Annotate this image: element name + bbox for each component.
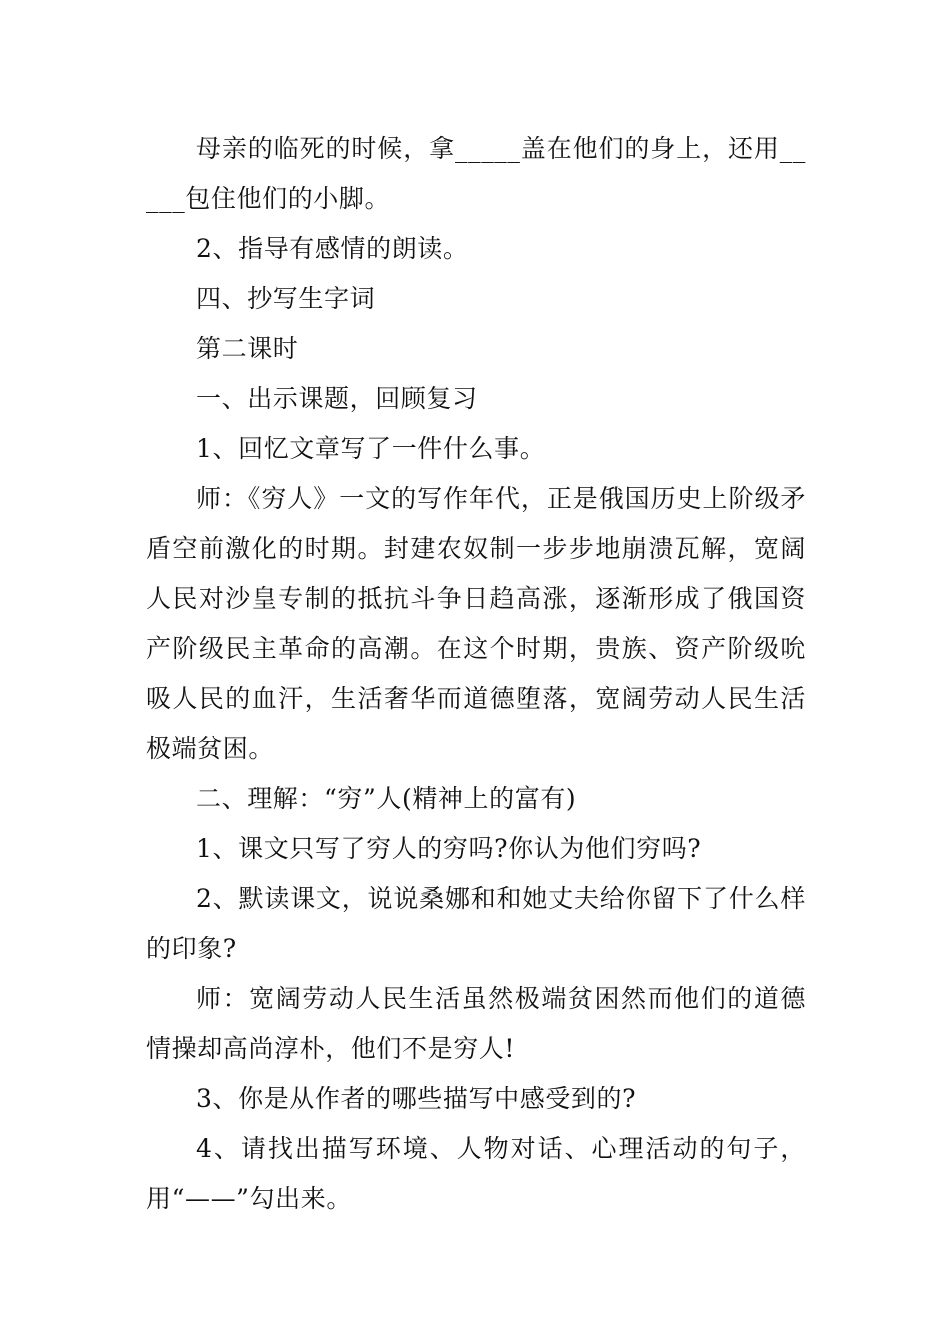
paragraph-reading-guide: 2、指导有感情的朗读。	[196, 234, 469, 263]
paragraph-question-4: 4、请找出描写环境、人物对话、心理活动的句子，用“——”勾出来。	[146, 1134, 806, 1213]
paragraph-question-2: 2、默读课文，说说桑娜和和她丈夫给你留下了什么样的印象?	[146, 884, 806, 963]
heading-understanding: 二、理解：“穷”人(精神上的富有)	[196, 784, 577, 813]
paragraph-question-3: 3、你是从作者的哪些描写中感受到的?	[196, 1084, 637, 1113]
paragraph-teacher-conclusion: 师：宽阔劳动人民生活虽然极端贫困然而他们的道德情操却高尚淳朴，他们不是穷人!	[146, 984, 806, 1063]
heading-review: 一、出示课题，回顾复习	[196, 384, 478, 413]
heading-second-lesson: 第二课时	[196, 334, 299, 363]
paragraph-mother-blanks: 母亲的临死的时候，拿_____盖在他们的身上，还用_____包住他们的小脚。	[146, 134, 806, 213]
paragraph-question-1: 1、课文只写了穷人的穷吗?你认为他们穷吗?	[196, 834, 702, 863]
paragraph-recall-question: 1、回忆文章写了一件什么事。	[196, 434, 546, 463]
document-body	[146, 124, 806, 1224]
paragraph-teacher-background: 师：《穷人》一文的写作年代，正是俄国历史上阶级矛盾空前激化的时期。封建农奴制一步步地崩溃瓦解，宽阔人民对沙皇专制的抵抗斗争日趋高涨，逐渐形成了俄国资产阶级民主革命的高潮。在这个时期，贵族、资产阶级吮吸人民的血汗，生活奢华而道德堕落，宽阔劳动人民生活极端贫困。	[146, 484, 806, 763]
heading-copy-words: 四、抄写生字词	[196, 284, 376, 313]
